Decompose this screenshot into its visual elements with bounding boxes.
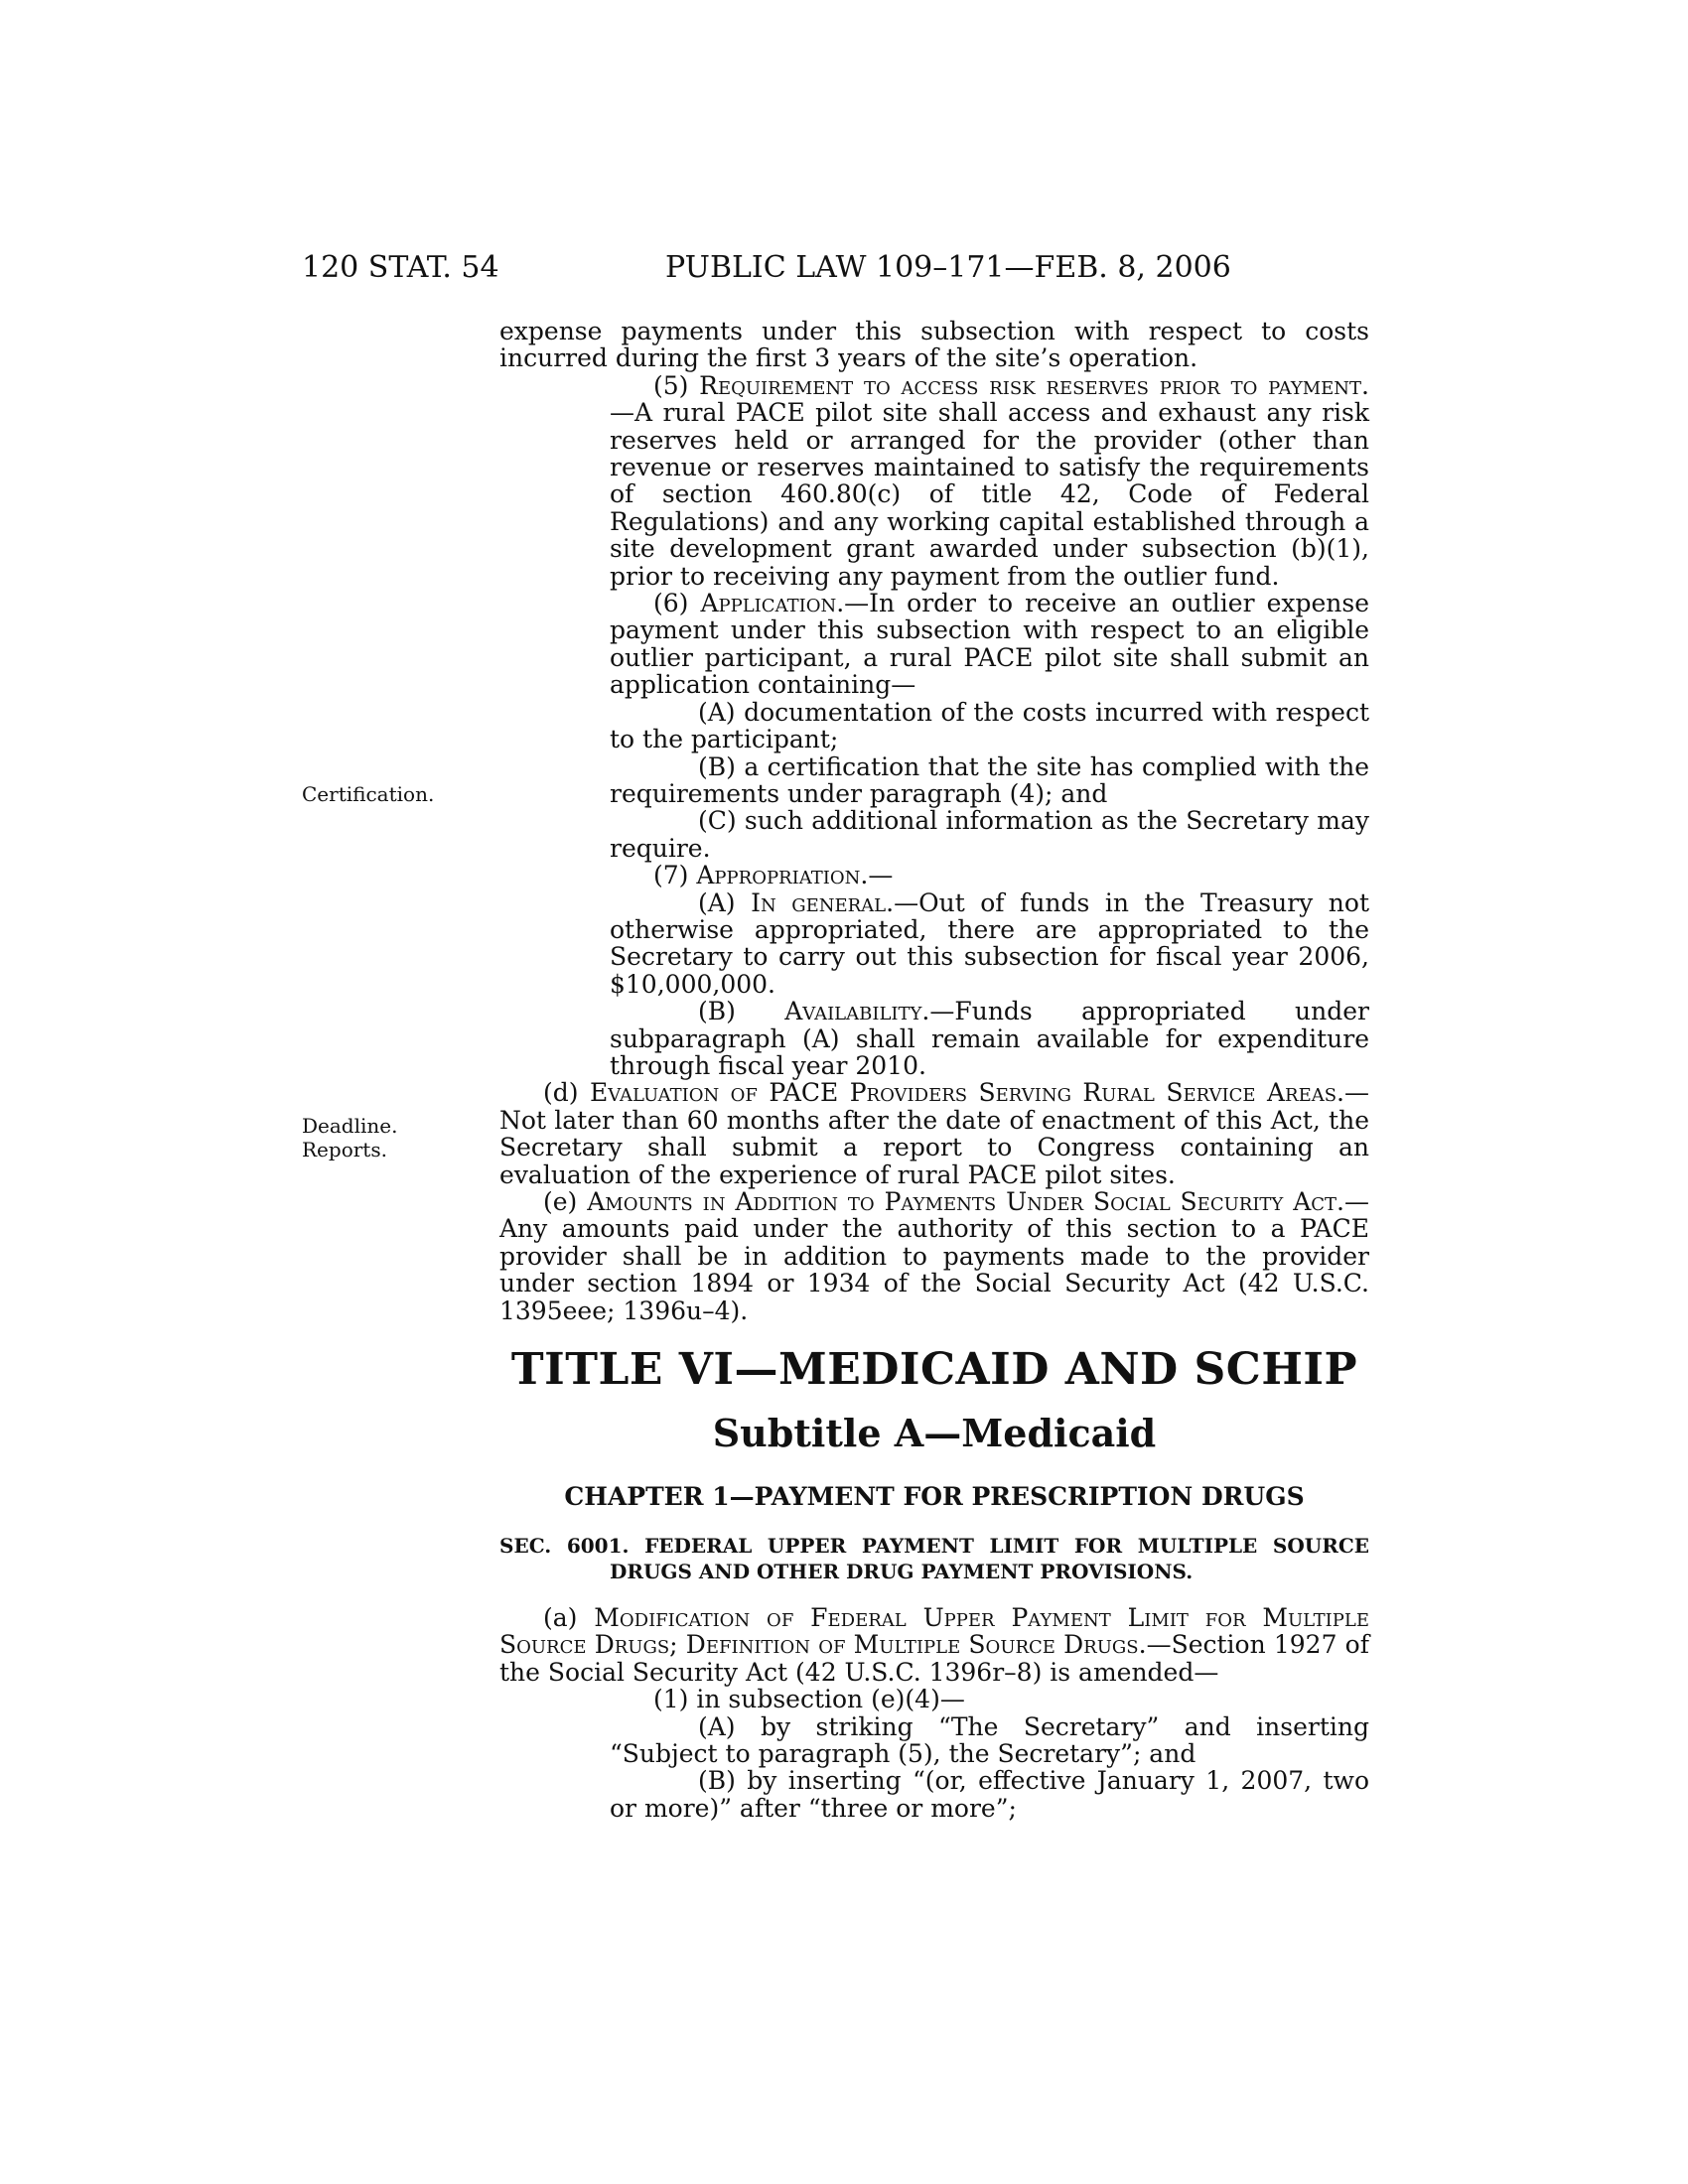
paragraph-number: (7) (653, 861, 697, 890)
subparagraph-1A: (A) by striking “The Secretary” and inserting “Subject to paragraph (5), the Secretary”; and (610, 1711, 1369, 1769)
subparagraph-6C: (C) such additional information as the Secretary may require. (610, 806, 1369, 863)
title-heading: TITLE VI—MEDICAID AND SCHIP (510, 1344, 1358, 1396)
document-body (499, 318, 1369, 1822)
subparagraph-6B: (B) a certification that the site has complied with the requirements under paragraph (4); and (610, 751, 1369, 808)
subsection-letter: (a) (543, 1603, 595, 1633)
paragraph-5 (499, 372, 1369, 590)
subsection-d (499, 1079, 1369, 1188)
stat-page-reference: 120 STAT. 54 (302, 250, 499, 285)
paragraph-6 (499, 590, 1369, 699)
margin-note-deadline: Deadline. (302, 1114, 398, 1138)
subtitle-heading: Subtitle A—Medicaid (712, 1411, 1157, 1456)
subsection-heading: Evaluation of PACE Providers Serving Rural Service Areas. (589, 1078, 1344, 1108)
subsection-heading: Amounts in Addition to Payments Under Social Security Act. (587, 1187, 1344, 1216)
subsection-letter: (e) (543, 1187, 588, 1216)
paragraph-heading: Application. (700, 589, 845, 618)
subparagraph-number: (A) (698, 887, 752, 917)
subparagraph-7B (499, 998, 1369, 1079)
paragraph-dash: — (868, 861, 894, 890)
public-law-running-header: PUBLIC LAW 109–171—FEB. 8, 2006 (665, 250, 1231, 285)
paragraph-1: (1) in subsection (e)(4)— (653, 1685, 965, 1714)
subparagraph-text: —Out of funds in the Treasury not otherwise appropriated, there are appropriated to the Secretary to carry out this subsection for fiscal year 2006, $10,000,000. (610, 887, 1369, 999)
chapter-heading: CHAPTER 1—PAYMENT FOR PRESCRIPTION DRUGS (564, 1482, 1305, 1512)
subsection-letter: (d) (543, 1078, 590, 1108)
section-heading: SEC. 6001. FEDERAL UPPER PAYMENT LIMIT FOR MULTIPLE SOURCE DRUGS AND OTHER DRUG PAYMENT PROVISIONS. (499, 1534, 1369, 1584)
subsection-text: —Any amounts paid under the authority of this section to a PACE provider shall be in addition to payments made to the provider under section 1894 or 1934 of the Social Security Act (42 U.S.C. 1395eee; 1396u–4). (499, 1187, 1369, 1325)
subsection-e (499, 1188, 1369, 1324)
margin-note-certification: Certification. (302, 782, 435, 806)
subsection-heading: Modification of Federal Upper Payment Limit for Multiple Source Drugs; Definition of Multiple Source Drugs. (499, 1603, 1369, 1660)
subparagraph-6A: (A) documentation of the costs incurred with respect to the participant; (610, 697, 1369, 754)
subparagraph-heading: In general. (751, 887, 895, 917)
paragraph-number: (6) (653, 589, 701, 618)
paragraph-text: —In order to receive an outlier expense payment under this subsection with respect to an eligible outlier participant, a rural PACE pilot site shall submit an application containing— (610, 589, 1369, 700)
margin-note-reports: Reports. (302, 1138, 387, 1161)
subparagraph-number: (B) (698, 997, 785, 1026)
paragraph-continuation: expense payments under this subsection with respect to costs incurred during the first 3 years of the site’s operation. (499, 317, 1369, 373)
subsection-a (499, 1604, 1369, 1686)
paragraph-heading: Appropriation. (696, 861, 869, 890)
paragraph-text: —A rural PACE pilot site shall access and exhaust any risk reserves held or arranged for the provider (other than revenue or reserves maintained to satisfy the requirements of section 460.80(c) of title 42, Code of Federal Regulations) and any working capital established through a site development grant awarded under subsection (b)(1), prior to receiving any payment from the outlier fund. (610, 398, 1369, 591)
subparagraph-heading: Availability. (784, 997, 930, 1026)
subparagraph-text: —Funds appropriated under subparagraph (A) shall remain available for expenditure through fiscal year 2010. (610, 997, 1370, 1080)
subsection-text: —Not later than 60 months after the date of enactment of this Act, the Secretary shall submit a report to Congress containing an evaluation of the experience of rural PACE pilot sites. (499, 1078, 1369, 1189)
paragraph-heading: Requirement to access risk reserves prior to payment. (699, 370, 1369, 400)
subsection-text: —Section 1927 of the Social Security Act (42 U.S.C. 1396r–8) is amended— (499, 1630, 1369, 1687)
subparagraph-1B: (B) by inserting “(or, effective January 1, 2007, two or more)” after “three or more”; (610, 1766, 1369, 1823)
paragraph-number: (5) (653, 370, 700, 400)
paragraph-7 (499, 862, 1369, 888)
subparagraph-7A (499, 889, 1369, 999)
